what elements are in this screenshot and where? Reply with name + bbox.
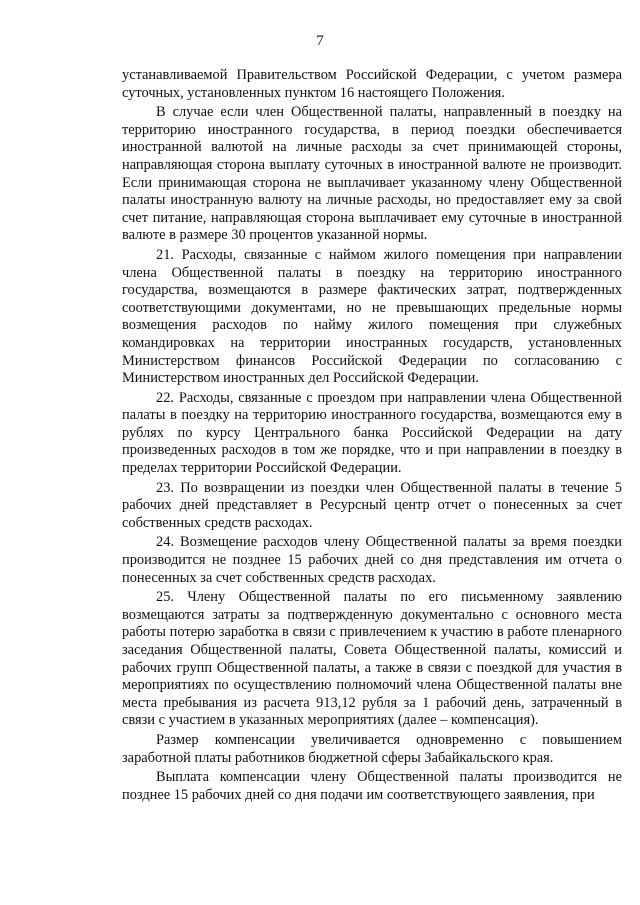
paragraph-compensation-payment: Выплата компенсации члену Общественной палаты производится не позднее 15 рабочих дней со дня подачи им соответствующего заявления, при bbox=[122, 769, 622, 803]
page-number: 7 bbox=[316, 33, 324, 49]
paragraph-23: 23. По возвращении из поездки член Общественной палаты в течение 5 рабочих дней представляет в Ресурсный центр отчет о понесенных за счет собственных средств расходах. bbox=[122, 479, 622, 531]
paragraph-22: 22. Расходы, связанные с проездом при направлении члена Общественной палаты в поездку на территорию иностранного государства, возмещаются ему в рублях по курсу Центрального банка Российской Федерации на дату произведенных расходов в том же порядке, что и при направлении в поездку в пределах территории Российской Федерации. bbox=[122, 389, 622, 477]
paragraph-foreign-currency: В случае если член Общественной палаты, направленный в поездку на территорию иностранного государства, в период поездки обеспечивается иностранной валютой на личные расходы за счет принимающей стороны, направляющая сторона выплату суточных в иностранной валюте не производит. Если принимающая сторона не выплачивает указанному члену Общественной палаты иностранную валюту на личные расходы, но предоставляет ему за свой счет питание, направляющая сторона выплачивает ему суточные в иностранной валюте в размере 30 процентов указанной нормы. bbox=[122, 104, 622, 244]
paragraph-compensation-size: Размер компенсации увеличивается одновременно с повышением заработной платы работников бюджетной сферы Забайкальского края. bbox=[122, 731, 622, 766]
paragraph-24: 24. Возмещение расходов члену Общественной палаты за время поездки производится не позднее 15 рабочих дней со дня представления им отчета о понесенных за счет собственных средств расходах. bbox=[122, 534, 622, 586]
document-body bbox=[122, 67, 622, 806]
paragraph-continuation: устанавливаемой Правительством Российской Федерации, с учетом размера суточных, установленных пунктом 16 настоящего Положения. bbox=[122, 67, 622, 101]
paragraph-21: 21. Расходы, связанные с наймом жилого помещения при направлении члена Общественной палаты в поездку на территорию иностранного государства, возмещаются в размере фактических затрат, подтвержденных соответствующими документами, но не превышающих предельные нормы возмещения расходов по найму жилого помещения при служебных командировках на территории иностранных государств, установленных Министерством финансов Российской Федерации по согласованию с Министерством иностранных дел Российской Федерации. bbox=[122, 246, 622, 387]
paragraph-25: 25. Члену Общественной палаты по его письменному заявлению возмещаются затраты за подтвержденную документально с основного места работы потерю заработка в связи с привлечением к участию в работе пленарного заседания Общественной палаты, Совета Общественной палаты, комиссий и рабочих групп Общественной палаты, а также в связи с поездкой для участия в мероприятиях по осуществлению полномочий члена Общественной палаты вне места пребывания из расчета 913,12 рубля за 1 рабочий день, затраченный в связи с участием в указанных мероприятиях (далее – компенсация). bbox=[122, 589, 622, 729]
